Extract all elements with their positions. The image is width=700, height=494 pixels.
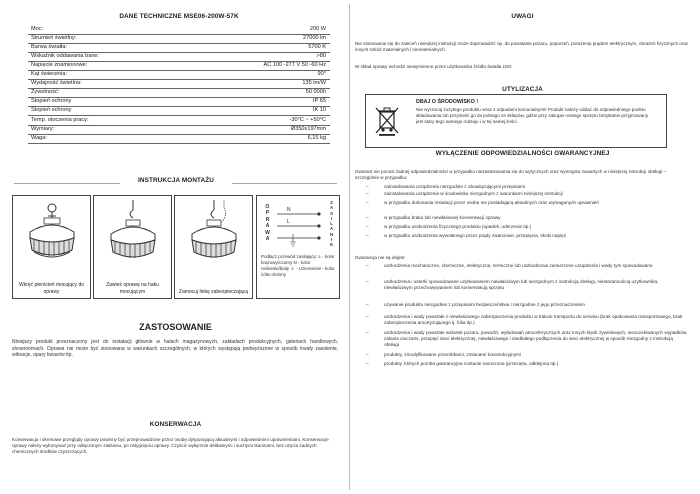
usage-text: Niniejszy produkt przeznaczony jest do instalacji głównie w halach magazynowych, zakładach produkcyjnych, galeriach handlowych, showroomach. Oprawa nie może być stosowana w warunkach szczególnych, w których występują podwyższone w sposób trwały zasolenie, wibracje, opary kwasów itp. (12, 339, 338, 359)
list-bullet: – (366, 214, 369, 220)
warnings-text-2: W skład oprawy wchodzi niewymienne przez użytkownika źródło światła LED (355, 64, 512, 69)
spec-label: Napięcie znamionowe: (31, 62, 88, 69)
maintenance-title: KONSERWACJA (149, 421, 202, 428)
list-item: uszkodzenia i wady powstałe z niewłaściwego zabezpieczenia produktu w trakcie transportu do serwisu (brak opakowania transportowego, brak zabezpieczenia amortyzującego tj. folia itp.) (384, 314, 683, 325)
wiring-lines (273, 202, 329, 250)
wiring-caption: Podłącz przewód zasilający: L - kolor brązowy/czarny N - kolor niebieski/biały ⏚ - Uziemienie - kolor żółto-zielony (261, 254, 335, 277)
list-bullet: – (366, 263, 369, 268)
warranty-title: WYŁĄCZENIE ODPOWIEDZIALNOŚCI GWARANCYJNEJ (435, 150, 610, 157)
list-item: w przypadku uszkodzenia wywołanego przez prądy zwarciowe, przepięcia, skoki napięć (384, 232, 567, 238)
spec-label: Żywotność: (31, 89, 60, 96)
column-divider (349, 4, 350, 490)
list-item: zainstalowania urządzenia w środowisku niezgodnym z warunkami niniejszej instrukcji (384, 191, 563, 196)
warranty-intro: Gwarant nie ponosi żadnej odpowiedzialności w przypadku niezastosowania się do wytycznych oraz wymogów zawartych w niniejszej instrukcji obsługi – szczególnie w przypadku: (355, 169, 666, 180)
list-item: w przypadku dokonania instalacji przez osobę nie posiadającą aktualnych oraz wymaganych uprawnień (384, 199, 599, 205)
list-bullet: – (366, 314, 369, 319)
spec-value: 200 W (309, 26, 326, 32)
install-step-2 (93, 195, 172, 299)
spec-label: Barwa światła: (31, 44, 68, 51)
spec-label: Strumień świetlny: (31, 35, 77, 42)
install-step-1-caption: Wkręć pierścień mocujący do oprawy (18, 282, 85, 295)
lamp-hook-icon (103, 200, 163, 266)
spec-value: 50 000h (305, 89, 326, 96)
spec-value: 6,15 kg (307, 134, 326, 141)
list-bullet: – (366, 330, 369, 335)
spec-label: Temp. otoczenia pracy: (31, 116, 89, 123)
wiring-letter-n: N (287, 207, 291, 213)
spec-value: AC 100 -277 V 50 -60 Hz (263, 62, 326, 69)
spec-label: Waga: (31, 134, 47, 141)
spec-value: 90° (317, 71, 326, 78)
list-item: uszkodzenia i usterki spowodowane użytkowaniem niewłaściwym lub niezgodnym z instrukcją obsługi, niestarannością użytkownika, niewłaściwym przechowywaniem lub konserwacją sprzętu (384, 279, 659, 290)
spec-row (28, 134, 330, 144)
wiring-left-label: O P R A W A (265, 204, 270, 243)
installation-title: INSTRUKCJA MONTAŻU (120, 177, 232, 184)
warnings-text-1: Nie stosowanie się do zaleceń niniejszej instrukcji może doprowadzić np. do powstania pożaru, poparzeń, porażenia prądem elektrycznym, obrażeń fizycznych oraz innych szkód materialnych i niematerialnych. (355, 41, 689, 52)
spec-value: -30°C ~ +50°C (289, 116, 326, 123)
install-step-3 (174, 195, 253, 299)
list-bullet: – (366, 279, 369, 284)
wiring-right-label: Z A S I L A N I E (329, 200, 334, 248)
install-step-1 (12, 195, 91, 299)
spec-value: IK 10 (312, 107, 326, 114)
list-bullet: – (366, 232, 369, 238)
spec-label: Moc: (31, 26, 44, 32)
install-step-3-caption: Zamocuj linkę zabezpieczającą (178, 288, 249, 295)
list-bullet: – (366, 184, 369, 189)
disposal-title: UTYLIZACJA (502, 86, 543, 93)
spec-value: >80 (316, 53, 326, 60)
list-item: uszkodzenia mechaniczne, chemiczne, elektryczne, termiczne lub uszkodzenia zamierzone urządzenia i wady tym spowodowane (384, 263, 653, 268)
list-item: w przypadku uszkodzenia fizycznego produktu (upadek, uderzenie itp.) (384, 223, 532, 229)
list-bullet: – (366, 199, 369, 205)
wiring-letter-l: L (287, 219, 290, 225)
spec-value: 27000 lm (302, 35, 326, 42)
spec-label: Stopień ochrony (31, 107, 72, 114)
spec-label: Stopień ochrony (31, 98, 72, 105)
disposal-text: Nie wyrzucaj zużytego produktu wraz z odpadami komunalnymi! Produkt należy oddać do odpowiedniego punktu składowania lub przynieść go do jednego ze sklepów, gdzie przy zakupie nowego sprzętu bezpłatnie przyjmowany jest stary tego samego rodzaju i w tej samej ilości. (416, 107, 649, 124)
spec-label: Wymiary: (31, 125, 55, 132)
warnings-title: UWAGI (511, 13, 534, 20)
spec-label: Wydajność świetlna: (31, 80, 82, 87)
list-bullet: – (366, 352, 369, 357)
list-bullet: – (366, 223, 369, 229)
list-item: produkty, których pomba gwarancyjna zostanie naruszona (przecięta, odklejona itp.) (384, 361, 559, 366)
list-bullet: – (366, 361, 369, 366)
spec-value: 135 lm/W (302, 80, 326, 87)
spec-title: DANE TECHNICZNE MSE06-200W-57K (119, 13, 239, 20)
lamp-safety-cable-icon (184, 200, 244, 266)
list-item: produkty, zmodyfikowane przeróbkami, zmianami konstrukcyjnymi (384, 352, 521, 357)
list-item: używanie produktu niezgodnie z przepisami bezpieczeństwa i niezgodnie z jego przeznaczeniem (384, 302, 585, 307)
list-bullet: – (366, 302, 369, 307)
crossed-bin-icon (374, 104, 400, 136)
maintenance-text: Konserwacja i okresowe przeglądy oprawy powinny być przeprowadzone przez osobę dysponującą aktualnymi i odpowiednimi uprawnieniami. Konserwacje oprawy należy wykonywać przy odłączonym zasilaniu, po ostygnięciu oprawy. Czyścić wyłącznie delikatnymi i suchymi tkaninami, bez użycia żadnych chemicznych środków czyszczących. (12, 437, 329, 454)
list-bullet: – (366, 191, 369, 196)
disposal-heading: DBAJ O ŚRODOWISKO ! (416, 99, 479, 105)
disposal-box (365, 94, 667, 148)
spec-value: Ø350x197mm (290, 125, 326, 132)
usage-title: ZASTOSOWANIE (139, 322, 212, 332)
lamp-ring-icon (22, 202, 82, 264)
spec-value: 5700 K (308, 44, 326, 51)
spec-value: IP 65 (313, 98, 326, 105)
list-item: w przypadku braku lub niewłaściwej konserwacji oprawy (384, 214, 501, 220)
spec-label: Wskaźnik oddawania barw: (31, 53, 99, 60)
spec-label: Kąt świecenia: (31, 71, 68, 78)
wiring-diagram (256, 195, 340, 299)
warranty-intro-2: Gwarancja nie są objęte: (355, 255, 406, 260)
install-step-2-caption: Zawieś oprawę na haku mocującym (106, 282, 159, 295)
list-item: uszkodzenia i wady powstałe wskutek pożaru, powodzi, wyładowań atmosferycznych oraz innych klęsk żywiołowych, nieoczekiwanych wypadków, zalania cieczami, przepięć sieci elektrycznej, niewłaściwego i niedbałego podłączenia do sieci elektrycznej w sposób niezgodny z instrukcją obsługi (384, 330, 688, 347)
list-item: zainstalowania urządzenia niezgodnie z obowiązującymi przepisami (384, 184, 525, 189)
